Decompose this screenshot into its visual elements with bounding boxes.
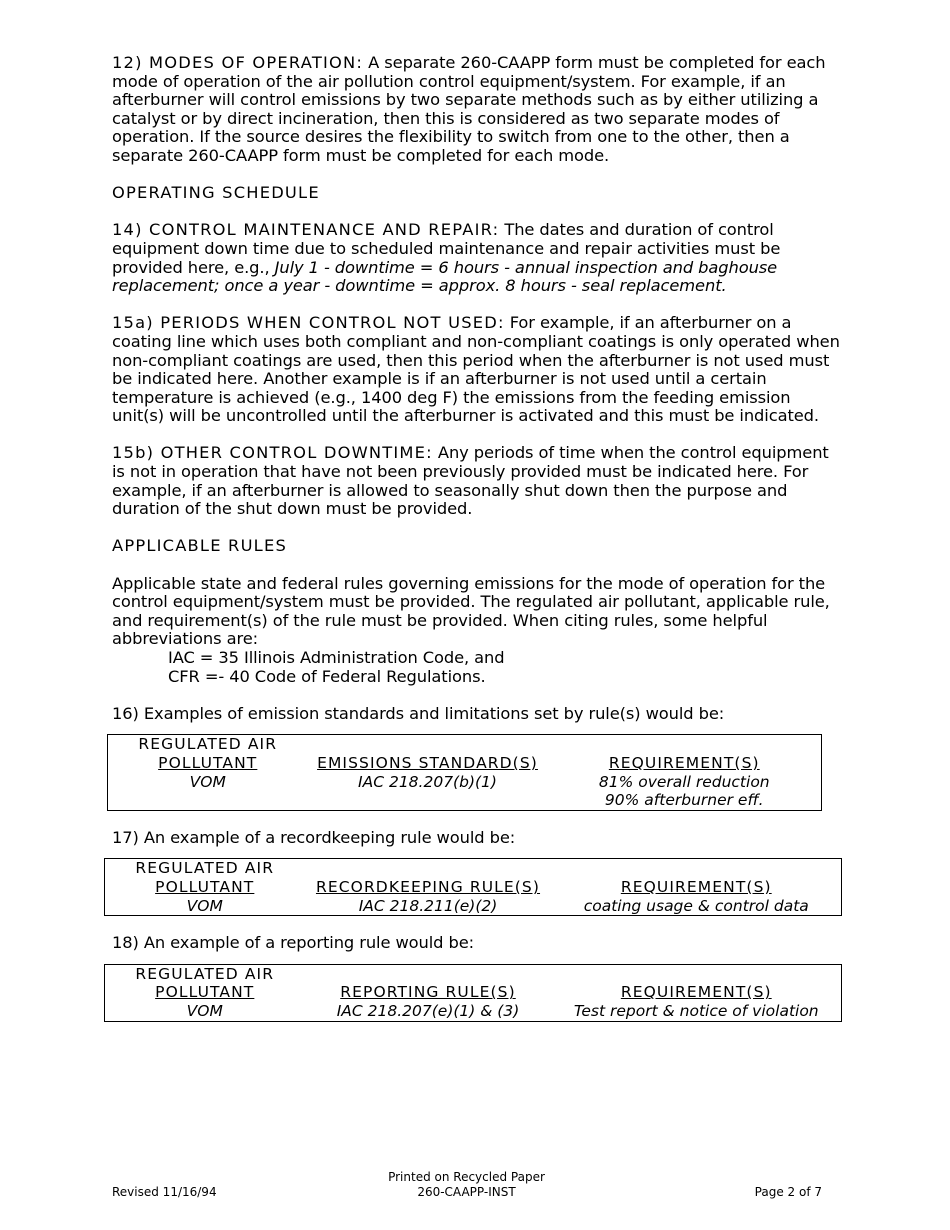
document-page: [112, 54, 842, 1022]
table-row: [108, 773, 822, 792]
col-requirement-header: REQUIREMENT(S): [620, 877, 772, 896]
rule-cell: IAC 218.211(e)(2): [358, 896, 498, 915]
other-downtime-paragraph: [112, 444, 842, 518]
col-emission-standard-header: EMISSIONS STANDARD(S): [317, 753, 538, 772]
col-pollutant-header: POLLUTANT: [155, 983, 255, 1002]
modes-body: A separate 260-CAAPP form must be completed for each mode of operation of the air pollution control equipment/system. For example, if an afterburner will control emissions by two separate methods such as by either utilizing a catalyst or by direct incineration, then this is considered as two separate modes of operation. If the source desires the flexibility to switch from one to the other, then a separate 260-CAAPP form must be completed for each mode.: [112, 53, 826, 165]
table-row: [108, 791, 822, 810]
example17-intro: 17) An example of a recordkeeping rule would be:: [112, 827, 516, 847]
not-used-body: For example, if an afterburner on a coating line which uses both compliant and non-compliant coatings is only operated when non-compliant coatings are used, then this period when the afterburner is not used must be indicated here. Another example is if an afterburner is not used until a certain temperature is achieved (e.g., 1400 deg F) the emissions from the feeding emission unit(s) will be uncontrolled until the afterburner is activated and this must be indicated.: [112, 313, 840, 426]
maintenance-example: July 1 - downtime = 6 hours - annual inspection and baghouse replacement; once a year - downtime = approx. 8 hours - seal replacement.: [112, 257, 778, 296]
example18-intro: 18) An example of a reporting rule would be:: [112, 933, 475, 953]
maintenance-body: The dates and duration of control equipment down time due to scheduled maintenance and repair activities must be provided here, e.g.,: [112, 220, 781, 277]
downtime-body: Any periods of time when the control equipment is not in operation that have not been previously provided must be indicated here. For example, if an afterburner is allowed to seasonally shut down then the purpose and duration of the shut down must be provided.: [112, 443, 829, 519]
form-id: 260-CAAPP-INST: [417, 1185, 516, 1199]
pollutant-cell: VOM: [186, 896, 223, 915]
requirement-cell: 90% afterburner eff.: [604, 791, 764, 810]
maintenance-paragraph: [112, 221, 842, 295]
footer-center: [350, 1170, 583, 1200]
col-recordkeeping-header: RECORDKEEPING RULE(S): [315, 877, 541, 896]
col-pollutant-top: REGULATED AIR: [138, 735, 278, 754]
table-row: [105, 1002, 842, 1021]
requirement-cell: coating usage & control data: [583, 896, 809, 915]
page-number: Page 2 of 7: [754, 1185, 822, 1199]
col-pollutant-top: REGULATED AIR: [135, 964, 275, 983]
reporting-table: [104, 964, 842, 1022]
emission-standards-table: [107, 734, 822, 810]
pollutant-cell: VOM: [186, 1001, 223, 1020]
applicable-rules-body: Applicable state and federal rules governing emissions for the mode of operation for the control equipment/system must be provided. The regulated air pollutant, applicable rule, and requirement(s) of the rule must be provided. When citing rules, some helpful abbreviations are:: [112, 573, 830, 649]
table-header-row: [105, 859, 842, 878]
col-pollutant-header: POLLUTANT: [158, 753, 258, 772]
col-pollutant-top: REGULATED AIR: [135, 859, 275, 878]
revised-date: Revised 11/16/94: [112, 1185, 217, 1199]
table-header-row: [105, 878, 842, 897]
table-row: [105, 897, 842, 916]
downtime-heading: 15b) OTHER CONTROL DOWNTIME:: [112, 443, 433, 463]
abbreviation-cfr: CFR =- 40 Code of Federal Regulations.: [168, 666, 486, 686]
pollutant-cell: VOM: [189, 772, 226, 791]
not-used-heading: 15a) PERIODS WHEN CONTROL NOT USED:: [112, 313, 505, 333]
table-header-row: [108, 735, 822, 754]
recycled-paper-note: Printed on Recycled Paper: [388, 1170, 545, 1184]
example16-intro: 16) Examples of emission standards and limitations set by rule(s) would be:: [112, 703, 725, 723]
recordkeeping-table: [104, 858, 842, 916]
table-header-row: [108, 754, 822, 773]
requirement-cell: Test report & notice of violation: [573, 1001, 819, 1020]
table-header-row: [105, 983, 842, 1002]
table-header-row: [105, 964, 842, 983]
col-requirement-header: REQUIREMENT(S): [608, 753, 760, 772]
maintenance-heading: 14) CONTROL MAINTENANCE AND REPAIR:: [112, 220, 500, 240]
rule-cell: IAC 218.207(e)(1) & (3): [336, 1001, 520, 1020]
col-reporting-header: REPORTING RULE(S): [340, 983, 516, 1002]
abbreviation-iac: IAC = 35 Illinois Administration Code, and: [168, 648, 505, 667]
rule-cell: IAC 218.207(b)(1): [358, 772, 497, 791]
col-pollutant-header: POLLUTANT: [155, 877, 255, 896]
col-requirement-header: REQUIREMENT(S): [620, 983, 772, 1002]
modes-heading: 12) MODES OF OPERATION:: [112, 53, 364, 72]
modes-of-operation-paragraph: [112, 54, 842, 166]
control-not-used-paragraph: [112, 314, 842, 426]
operating-schedule-heading: OPERATING SCHEDULE: [112, 183, 320, 203]
applicable-rules-heading: APPLICABLE RULES: [112, 536, 287, 556]
requirement-cell: 81% overall reduction: [598, 772, 770, 791]
